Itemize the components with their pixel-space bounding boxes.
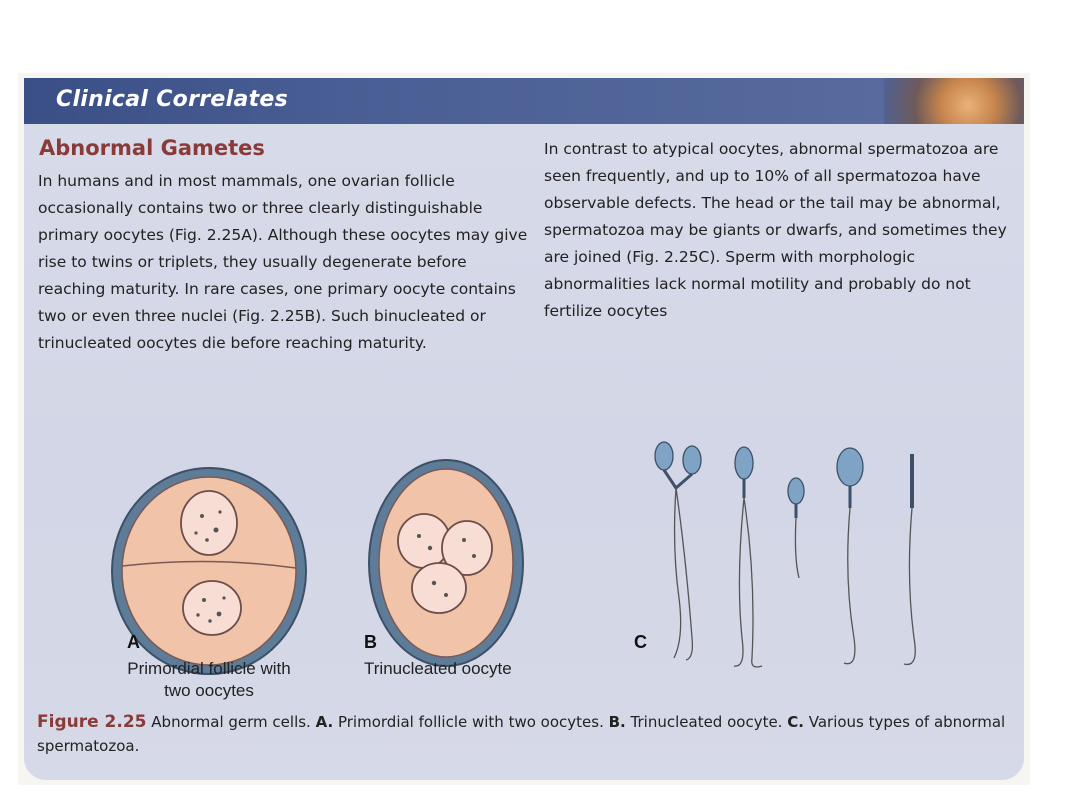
caption-c-letter: C. <box>787 713 804 731</box>
panel-b-label: Trinucleated oocyte <box>364 659 512 678</box>
caption-figure-number: Figure 2.25 <box>37 712 147 732</box>
panel-b-letter: B <box>364 632 377 652</box>
section-heading: Abnormal Gametes <box>39 136 265 160</box>
panel-c-letter: C <box>634 632 647 652</box>
left-column-text: In humans and in most mammals, one ovarian follicle occasionally contains two or three clearly distinguishable primary oocytes (Fig. 2.25A). Although these oocytes may give rise to twins or triplets, they usually degenerate before reaching maturity. In rare cases, one primary oocyte contains two or even three nuclei (Fig. 2.25B). Such binucleated or trinucleated oocytes die before reaching maturity. <box>38 172 528 352</box>
caption-b-text: Trinucleated oocyte. <box>630 713 783 731</box>
caption-a-letter: A. <box>315 713 334 731</box>
right-column-text: In contrast to atypical oocytes, abnormal spermatozoa are seen frequently, and up to 10% of all spermatozoa have observable defects. The head or the tail may be abnormal, spermatozoa may be giants or dwarfs, and sometimes they are joined (Fig. 2.25C). Sperm with morphologic abnormalities lack normal motility and probably do not fertilize oocytes <box>544 140 1007 320</box>
caption-a-text: Primordial follicle with two oocytes. <box>337 713 604 731</box>
caption-intro: Abnormal germ cells. <box>151 713 311 731</box>
clinical-correlates-panel <box>24 78 1024 780</box>
follicle-a <box>112 468 306 700</box>
figure-illustration <box>24 78 1024 708</box>
caption-b-letter: B. <box>608 713 626 731</box>
banner-title: Clinical Correlates <box>56 87 289 112</box>
panel-a-letter: A <box>127 632 140 652</box>
spermatozoa-c <box>634 442 915 667</box>
panel-a-label-line2: two oocytes <box>164 681 254 700</box>
figure-caption <box>37 710 1012 758</box>
follicle-b <box>364 460 523 678</box>
caption-c-text: Various types of abnormal spermatozoa. <box>37 713 1006 755</box>
panel-a-label-line1: Primordial follicle with <box>127 659 291 678</box>
